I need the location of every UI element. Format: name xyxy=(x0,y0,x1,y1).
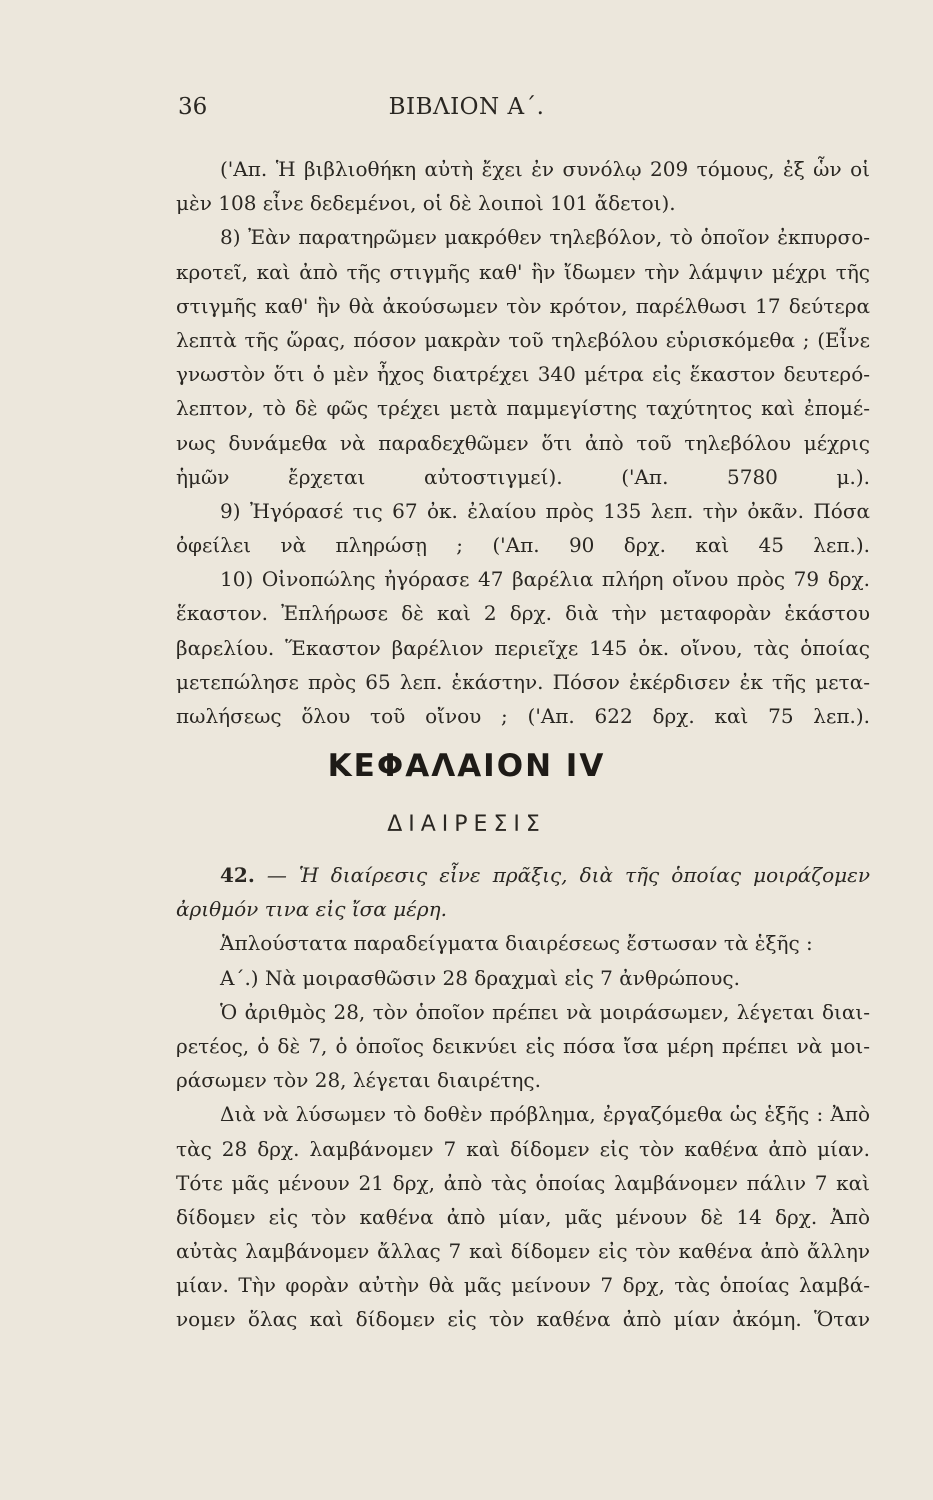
text-line: μὲν 108 εἶνε δεδεμένοι, οἱ δὲ λοιποὶ 101 ἄδετοι). xyxy=(176,191,676,216)
text-line: στιγμῆς καθ' ἣν θὰ ἀκούσωμεν τὸν κρότον, παρέλθωσι 17 δεύτερα xyxy=(176,293,870,318)
text-line: Τότε μᾶς μένουν 21 δρχ, ἀπὸ τὰς ὁποίας λαμβάνομεν πάλιν 7 καὶ xyxy=(176,1170,870,1195)
running-head: ΒΙΒΛΙΟΝ Α΄. xyxy=(388,94,545,120)
text-line: αὐτὰς λαμβάνομεν ἄλλας 7 καὶ δίδομεν εἰς τὸν καθένα ἀπὸ ἄλλην xyxy=(176,1239,870,1264)
text-line: τὰς 28 δρχ. λαμβάνομεν 7 καὶ δίδομεν εἰς τὸν καθένα ἀπὸ μίαν. xyxy=(176,1136,870,1161)
text-line: ρετέος, ὁ δὲ 7, ὁ ὁποῖος δεικνύει εἰς πόσα ἴσα μέρη πρέπει νὰ μοι- xyxy=(176,1033,870,1058)
text-line: ἕκαστον. Ἐπλήρωσε δὲ καὶ 2 δρχ. διὰ τὴν μεταφορὰν ἑκάστου xyxy=(176,601,870,626)
text-line: λεπτον, τὸ δὲ φῶς τρέχει μετὰ παμμεγίστης ταχύτητος καὶ ἐπομέ- xyxy=(176,396,870,421)
text-line: ράσωμεν τὸν 28, λέγεται διαιρέτης. xyxy=(176,1068,541,1093)
definition-line xyxy=(176,858,870,892)
text-line: γνωστὸν ὅτι ὁ μὲν ἦχος διατρέχει 340 μέτρα εἰς ἕκαστον δευτερό- xyxy=(176,362,870,387)
text-line: 10) Οἰνοπώλης ἠγόρασε 47 βαρέλια πλήρη οἴνου πρὸς 79 δρχ. xyxy=(220,567,870,592)
section-title: ΔΙΑΙΡΕΣΙΣ xyxy=(387,812,546,837)
paragraph-number: 42. xyxy=(220,863,255,887)
text-line: ἡμῶν ἔρχεται αὐτοστιγμεί). ('Απ. 5780 μ.). xyxy=(176,464,870,489)
text-line: Α΄.) Νὰ μοιρασθῶσιν 28 δραχμαὶ εἰς 7 ἀνθρώπους. xyxy=(220,965,740,990)
text-line: ὀφείλει νὰ πληρώσῃ ; ('Απ. 90 δρχ. καὶ 45 λεπ.). xyxy=(176,533,870,558)
text-line: ('Απ. Ἡ βιβλιοθήκη αὐτὴ ἔχει ἐν συνόλῳ 209 τόμους, ἐξ ὧν οἱ xyxy=(220,157,870,181)
text-line: νως δυνάμεθα νὰ παραδεχθῶμεν ὅτι ἀπὸ τοῦ τηλεβόλου μέχρις xyxy=(176,430,870,455)
definition-text: — Ἡ διαίρεσις εἶνε πρᾶξις, διὰ τῆς ὁποίας μοιράζομεν xyxy=(254,863,870,887)
chapter-title: ΚΕΦΑΛΑΙΟΝ IV xyxy=(327,748,606,784)
text-line: μετεπώλησε πρὸς 65 λεπ. ἑκάστην. Πόσον ἐκέρδισεν ἐκ τῆς μετα- xyxy=(176,669,870,694)
text-line: Ἁπλούστατα παραδείγματα διαιρέσεως ἔστωσαν τὰ ἑξῆς : xyxy=(220,931,813,956)
text-line: νομεν ὅλας καὶ δίδομεν εἰς τὸν καθένα ἀπὸ μίαν ἀκόμη. Ὅταν xyxy=(176,1307,870,1332)
division-block xyxy=(176,858,870,1337)
text-line: μίαν. Τὴν φορὰν αὐτὴν θὰ μᾶς μείνουν 7 δρχ, τὰς ὁποίας λαμβά- xyxy=(176,1273,870,1298)
text-line: δίδομεν εἰς τὸν καθένα ἀπὸ μίαν, μᾶς μένουν δὲ 14 δρχ. Ἀπὸ xyxy=(176,1204,870,1229)
text-line: ἀριθμόν τινα εἰς ἴσα μέρη. xyxy=(176,897,447,922)
problems-block xyxy=(176,152,870,733)
text-line: 8) Ἐὰν παρατηρῶμεν μακρόθεν τηλεβόλον, τὸ ὁποῖον ἐκπυρσο- xyxy=(220,225,870,250)
text-line: λεπτὰ τῆς ὥρας, πόσον μακρὰν τοῦ τηλεβόλου εὑρισκόμεθα ; (Εἶνε xyxy=(176,327,870,352)
page-number: 36 xyxy=(178,94,208,120)
text-line: κροτεῖ, καὶ ἀπὸ τῆς στιγμῆς καθ' ἣν ἴδωμεν τὴν λάμψιν μέχρι τῆς xyxy=(176,259,870,284)
text-line: βαρελίου. Ἕκαστον βαρέλιον περιεῖχε 145 ὀκ. οἴνου, τὰς ὁποίας xyxy=(176,635,870,660)
text-line: Ὁ ἀριθμὸς 28, τὸν ὁποῖον πρέπει νὰ μοιράσωμεν, λέγεται διαι- xyxy=(220,999,870,1024)
page-header xyxy=(0,94,933,130)
text-line: 9) Ἠγόρασέ τις 67 ὀκ. ἐλαίου πρὸς 135 λεπ. τὴν ὀκᾶν. Πόσα xyxy=(220,498,870,523)
text-line: Διὰ νὰ λύσωμεν τὸ δοθὲν πρόβλημα, ἐργαζόμεθα ὡς ἑξῆς : Ἀπὸ xyxy=(220,1102,870,1127)
text-line: πωλήσεως ὅλου τοῦ οἴνου ; ('Απ. 622 δρχ. καὶ 75 λεπ.). xyxy=(176,704,870,728)
